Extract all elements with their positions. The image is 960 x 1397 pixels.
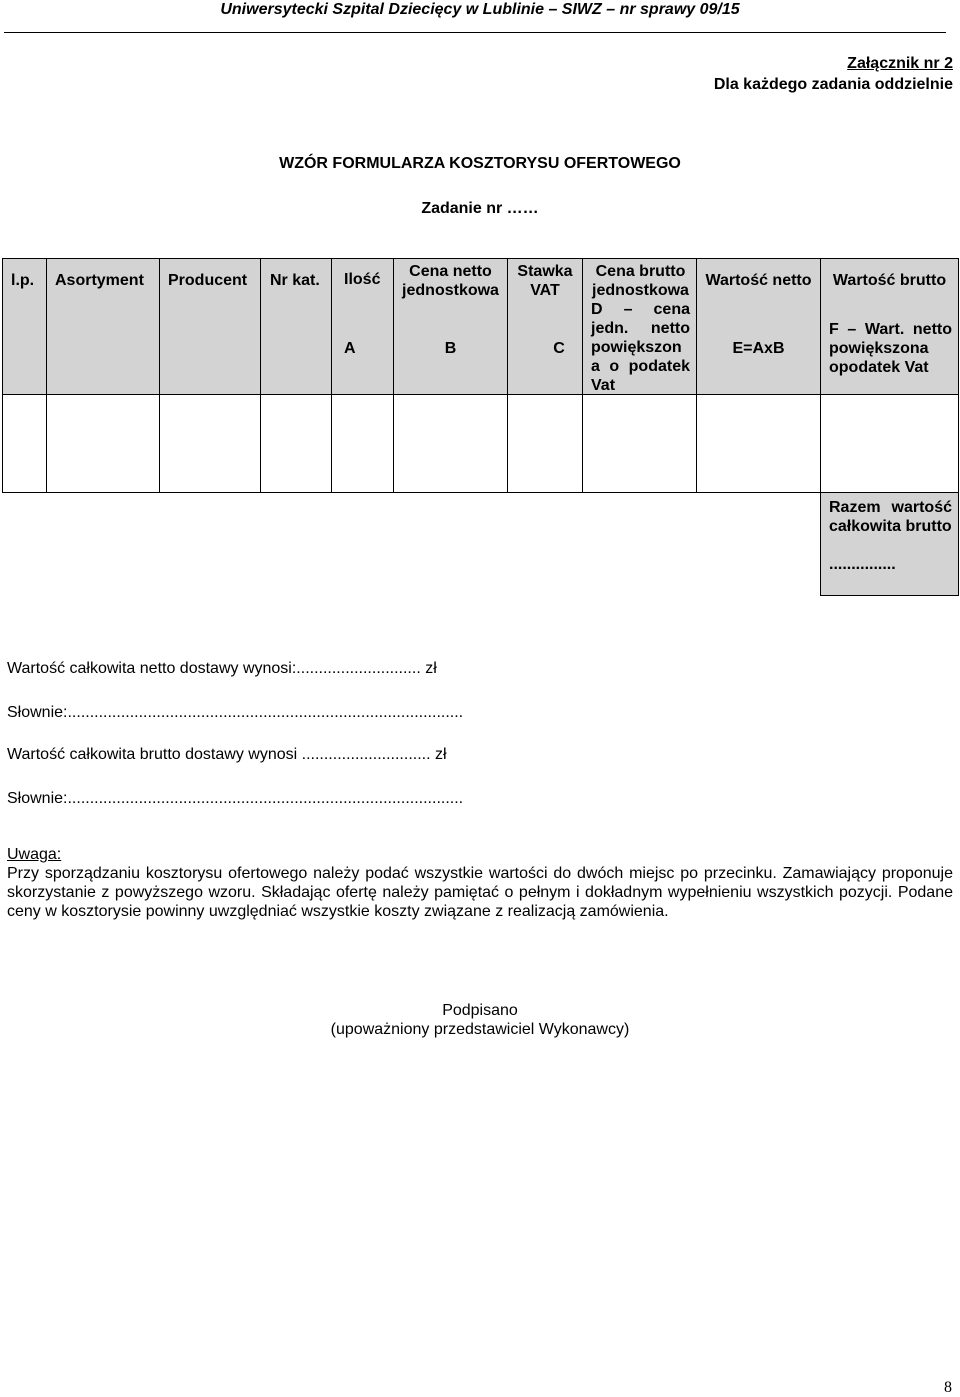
gross-value-line: Wartość całkowita brutto dostawy wynosi ............................. zł: [7, 746, 447, 763]
header-wartosc-netto-label: Wartość netto: [705, 272, 812, 289]
total-gross-label: Razem wartość całkowita brutto: [829, 499, 952, 535]
header-cena-netto-letter: B: [444, 340, 457, 357]
row-cell-cena-netto[interactable]: [393, 394, 508, 493]
header-cena-netto: [393, 258, 508, 395]
attachment-number: Załącznik nr 2: [847, 55, 953, 72]
form-title: WZÓR FORMULARZA KOSZTORYSU OFERTOWEGO: [279, 155, 681, 172]
signature-block: [0, 1001, 960, 1039]
task-number-label: Zadanie nr ……: [421, 200, 539, 217]
attachment-label: [714, 53, 953, 95]
header-stawka-vat: [507, 258, 583, 395]
row-cell-stawka-vat[interactable]: [507, 394, 583, 493]
header-wartosc-netto-formula: E=AxB: [732, 340, 785, 357]
header-cena-brutto-desc: D – cena jedn. netto powiększon a o podatek Vat: [591, 301, 690, 394]
header-ilosc-letter: A: [344, 340, 356, 357]
header-lp-label: l.p.: [11, 272, 35, 289]
header-stawka-vat-label: Stawka VAT: [517, 263, 573, 299]
signature-caption: (upoważniony przedstawiciel Wykonawcy): [330, 1021, 630, 1038]
header-producent: [159, 258, 261, 395]
row-cell-asortyment[interactable]: [46, 394, 160, 493]
row-cell-producent[interactable]: [159, 394, 261, 493]
document-header-title: Uniwersytecki Szpital Dziecięcy w Lublinie – SIWZ – nr sprawy 09/15: [220, 1, 740, 18]
note-block: [7, 845, 953, 921]
header-cena-netto-label: Cena netto jednostkowa: [402, 263, 499, 299]
row-cell-wartosc-brutto[interactable]: [820, 394, 959, 493]
header-divider: [4, 32, 946, 33]
net-value-words: Słownie:.........................................................................................: [7, 704, 464, 721]
note-label: Uwaga:: [7, 846, 62, 863]
header-wartosc-brutto-desc: F – Wart. netto powiększona opodatek Vat: [829, 321, 952, 376]
note-text: Przy sporządzaniu kosztorysu ofertowego należy podać wszystkie wartości do dwóch miejsc po przecinku. Zamawiający proponuje skorzystanie z powyższego wzoru. Składając ofertę należy pamiętać o pełnym i dokładnym wypełnieniu wszystkich pozycji. Podane ceny w kosztorysie powinny uwzględniać wszystkie koszty związane z realizacją zamówienia.: [7, 865, 953, 920]
row-cell-nr-kat[interactable]: [260, 394, 332, 493]
header-ilosc: [331, 258, 394, 395]
header-nr-kat-label: Nr kat.: [270, 272, 320, 289]
header-wartosc-brutto-label: Wartość brutto: [832, 272, 947, 289]
header-cena-brutto-label: Cena brutto jednostkowa: [592, 263, 689, 299]
row-cell-ilosc[interactable]: [331, 394, 394, 493]
header-asortyment: [46, 258, 160, 395]
header-asortyment-label: Asortyment: [55, 272, 144, 289]
header-producent-label: Producent: [168, 272, 248, 289]
total-gross-cell[interactable]: [820, 492, 959, 596]
total-gross-value: ...............: [829, 556, 896, 573]
row-cell-lp[interactable]: [2, 394, 47, 493]
header-lp: [2, 258, 47, 395]
row-cell-wartosc-netto[interactable]: [696, 394, 821, 493]
net-value-line: Wartość całkowita netto dostawy wynosi:............................ zł: [7, 660, 437, 677]
header-wartosc-netto: [696, 258, 821, 395]
header-ilosc-label: Ilość: [344, 271, 381, 288]
header-cena-brutto: [582, 258, 697, 395]
signature-label: Podpisano: [442, 1002, 518, 1019]
header-stawka-vat-letter: C: [553, 340, 565, 357]
gross-value-words: Słownie:.........................................................................................: [7, 790, 464, 807]
attachment-note: Dla każdego zadania oddzielnie: [713, 76, 953, 93]
page-number: 8: [944, 1379, 952, 1396]
row-cell-cena-brutto[interactable]: [582, 394, 697, 493]
header-nr-kat: [260, 258, 332, 395]
header-wartosc-brutto: [820, 258, 959, 395]
